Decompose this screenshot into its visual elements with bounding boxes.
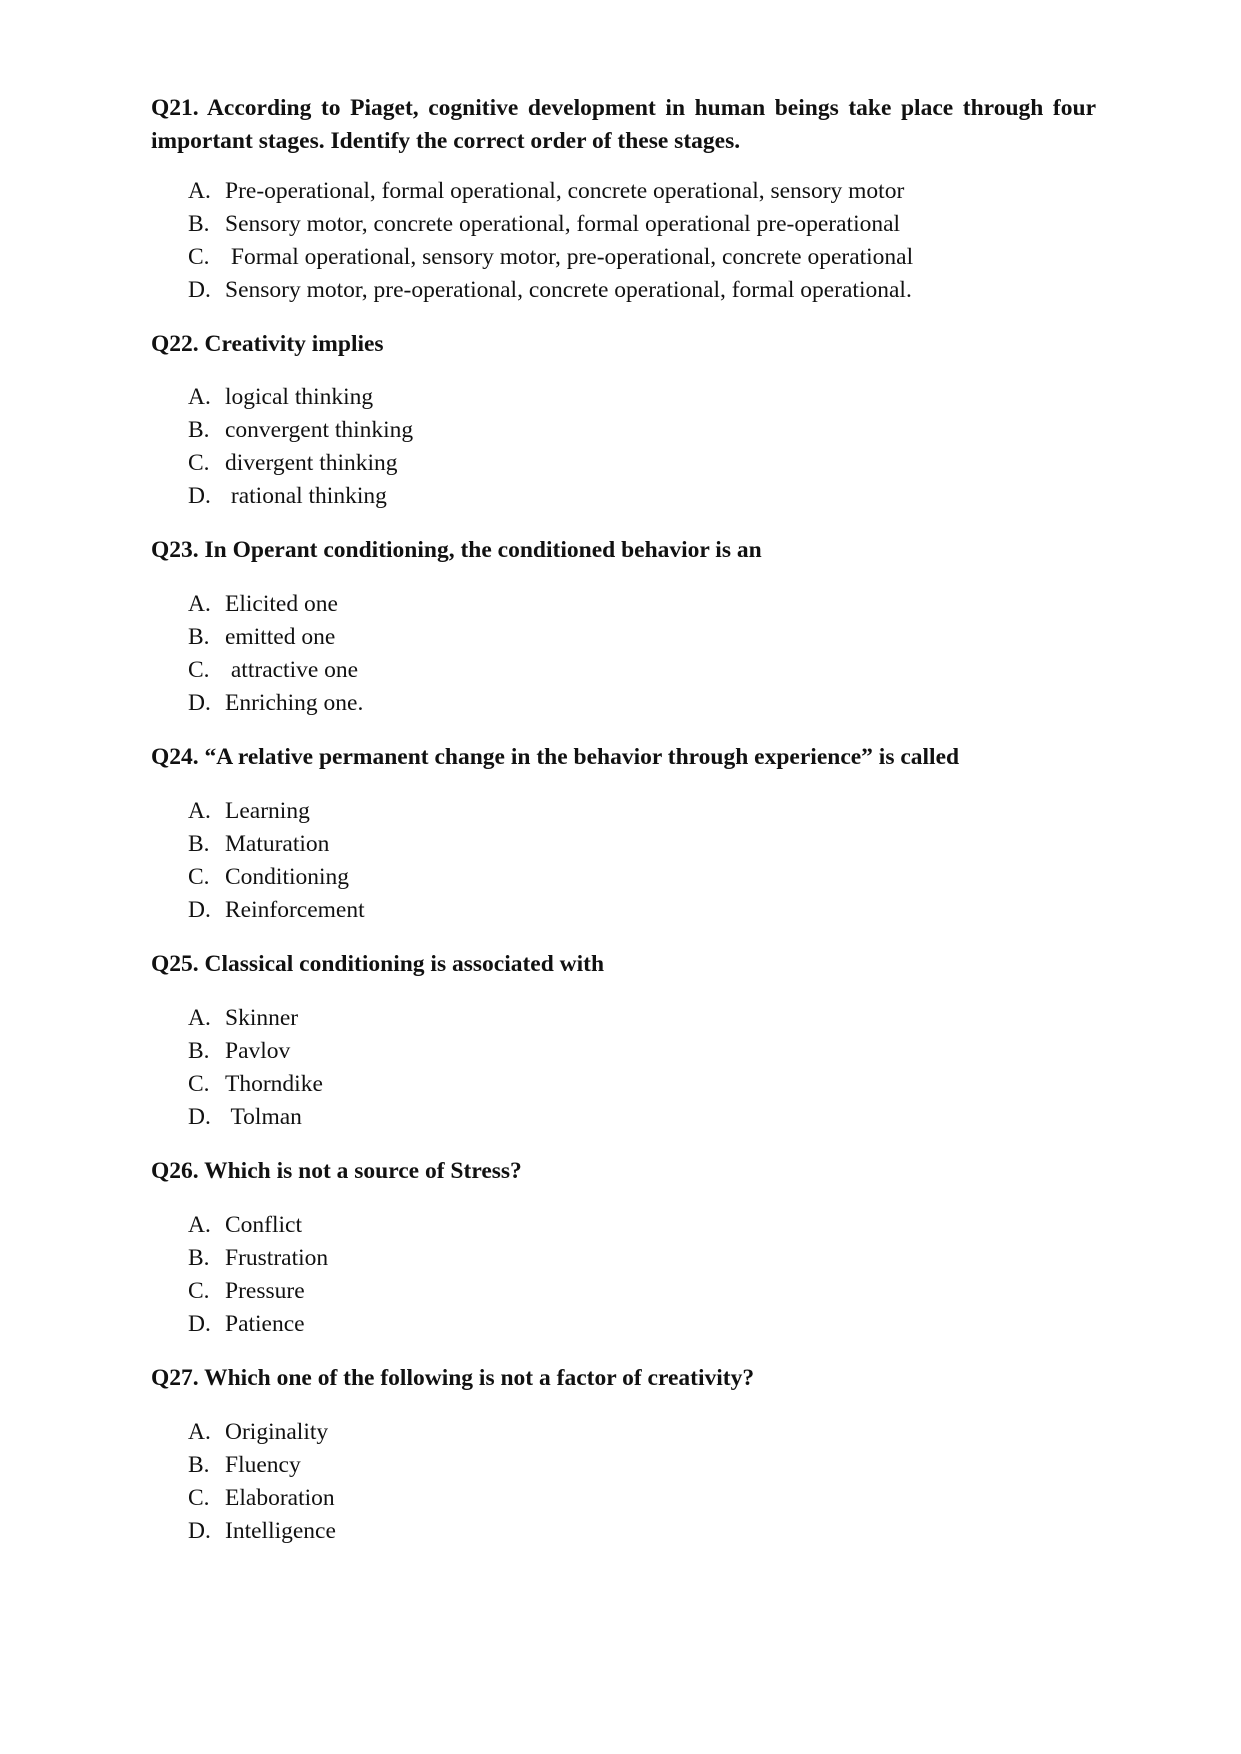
option-list xyxy=(151,381,1096,513)
option-letter: B. xyxy=(188,831,210,857)
option-letter: A. xyxy=(188,1212,211,1238)
option-text: attractive one xyxy=(225,657,359,683)
option-text: Skinner xyxy=(225,1005,299,1031)
question-22 xyxy=(151,328,1096,513)
option-letter: B. xyxy=(188,1245,210,1271)
option-text: Enriching one. xyxy=(225,690,364,716)
option-text: Tolman xyxy=(225,1104,302,1130)
question-text: Q21. According to Piaget, cognitive development in human beings take place through four important stages. Identify the correct order of these stages. xyxy=(151,95,1096,154)
question-24 xyxy=(151,741,1096,927)
option-b xyxy=(151,1449,1096,1482)
question-26 xyxy=(151,1155,1096,1341)
option-letter: B. xyxy=(188,1452,210,1478)
option-list xyxy=(151,175,1096,307)
option-list xyxy=(151,795,1096,927)
option-list xyxy=(151,1209,1096,1341)
question-text: Q24. “A relative permanent change in the behavior through experience” is called xyxy=(151,744,960,770)
option-text: Frustration xyxy=(225,1245,329,1271)
option-text: Conflict xyxy=(225,1212,303,1238)
question-text: Q27. Which one of the following is not a factor of creativity? xyxy=(151,1365,755,1391)
option-list xyxy=(151,1416,1096,1548)
question-text: Q23. In Operant conditioning, the conditioned behavior is an xyxy=(151,537,762,563)
option-text: Pre-operational, formal operational, concrete operational, sensory motor xyxy=(225,178,905,204)
option-text: Intelligence xyxy=(225,1518,336,1544)
option-letter: C. xyxy=(188,1071,210,1097)
option-b xyxy=(151,828,1096,861)
option-letter: B. xyxy=(188,1038,210,1064)
option-text: logical thinking xyxy=(225,384,374,410)
option-list xyxy=(151,588,1096,720)
option-a xyxy=(151,1209,1096,1242)
option-letter: D. xyxy=(188,690,211,716)
option-text: Formal operational, sensory motor, pre-operational, concrete operational xyxy=(225,244,914,270)
option-letter: D. xyxy=(188,1311,211,1337)
option-text: Patience xyxy=(225,1311,305,1337)
option-d xyxy=(151,894,1096,927)
option-letter: B. xyxy=(188,417,210,443)
question-27 xyxy=(151,1362,1096,1548)
question-text: Q25. Classical conditioning is associated with xyxy=(151,951,605,977)
option-b xyxy=(151,621,1096,654)
question-23 xyxy=(151,534,1096,720)
option-d xyxy=(151,1308,1096,1341)
option-c xyxy=(151,1275,1096,1308)
option-b xyxy=(151,414,1096,447)
option-letter: A. xyxy=(188,591,211,617)
option-d xyxy=(151,1101,1096,1134)
option-a xyxy=(151,1416,1096,1449)
option-a xyxy=(151,795,1096,828)
option-list xyxy=(151,1002,1096,1134)
option-text: convergent thinking xyxy=(225,417,414,443)
option-b xyxy=(151,1035,1096,1068)
option-text: Originality xyxy=(225,1419,329,1445)
option-letter: C. xyxy=(188,657,210,683)
option-letter: C. xyxy=(188,450,210,476)
option-c xyxy=(151,654,1096,687)
option-text: Fluency xyxy=(225,1452,301,1478)
option-letter: C. xyxy=(188,864,210,890)
option-c xyxy=(151,447,1096,480)
option-letter: A. xyxy=(188,1419,211,1445)
question-25 xyxy=(151,948,1096,1134)
option-text: Reinforcement xyxy=(225,897,365,923)
option-a xyxy=(151,175,1096,208)
option-d xyxy=(151,274,1096,307)
option-text: Elicited one xyxy=(225,591,338,617)
option-b xyxy=(151,1242,1096,1275)
option-c xyxy=(151,241,1096,274)
option-letter: D. xyxy=(188,1518,211,1544)
option-text: Sensory motor, concrete operational, formal operational pre-operational xyxy=(225,211,901,237)
option-d xyxy=(151,687,1096,720)
question-21 xyxy=(151,92,1096,307)
option-c xyxy=(151,1068,1096,1101)
option-text: Thorndike xyxy=(225,1071,323,1097)
option-text: rational thinking xyxy=(225,483,387,509)
option-text: Pressure xyxy=(225,1278,305,1304)
option-b xyxy=(151,208,1096,241)
option-text: Conditioning xyxy=(225,864,350,890)
option-letter: D. xyxy=(188,1104,211,1130)
option-a xyxy=(151,1002,1096,1035)
option-text: Maturation xyxy=(225,831,330,857)
option-d xyxy=(151,480,1096,513)
option-c xyxy=(151,861,1096,894)
option-a xyxy=(151,381,1096,414)
question-text: Q26. Which is not a source of Stress? xyxy=(151,1158,522,1184)
option-letter: C. xyxy=(188,1278,210,1304)
option-letter: A. xyxy=(188,178,211,204)
option-c xyxy=(151,1482,1096,1515)
option-letter: A. xyxy=(188,1005,211,1031)
option-d xyxy=(151,1515,1096,1548)
option-text: Pavlov xyxy=(225,1038,291,1064)
option-text: Elaboration xyxy=(225,1485,335,1511)
option-letter: C. xyxy=(188,244,210,270)
option-text: Learning xyxy=(225,798,310,824)
option-a xyxy=(151,588,1096,621)
option-letter: B. xyxy=(188,211,210,237)
question-page xyxy=(151,92,1096,1548)
option-letter: D. xyxy=(188,483,211,509)
option-text: Sensory motor, pre-operational, concrete operational, formal operational. xyxy=(225,277,912,303)
option-letter: B. xyxy=(188,624,210,650)
question-text: Q22. Creativity implies xyxy=(151,331,384,357)
option-letter: D. xyxy=(188,277,211,303)
option-text: emitted one xyxy=(225,624,336,650)
option-letter: D. xyxy=(188,897,211,923)
option-letter: A. xyxy=(188,384,211,410)
option-text: divergent thinking xyxy=(225,450,398,476)
option-letter: C. xyxy=(188,1485,210,1511)
option-letter: A. xyxy=(188,798,211,824)
